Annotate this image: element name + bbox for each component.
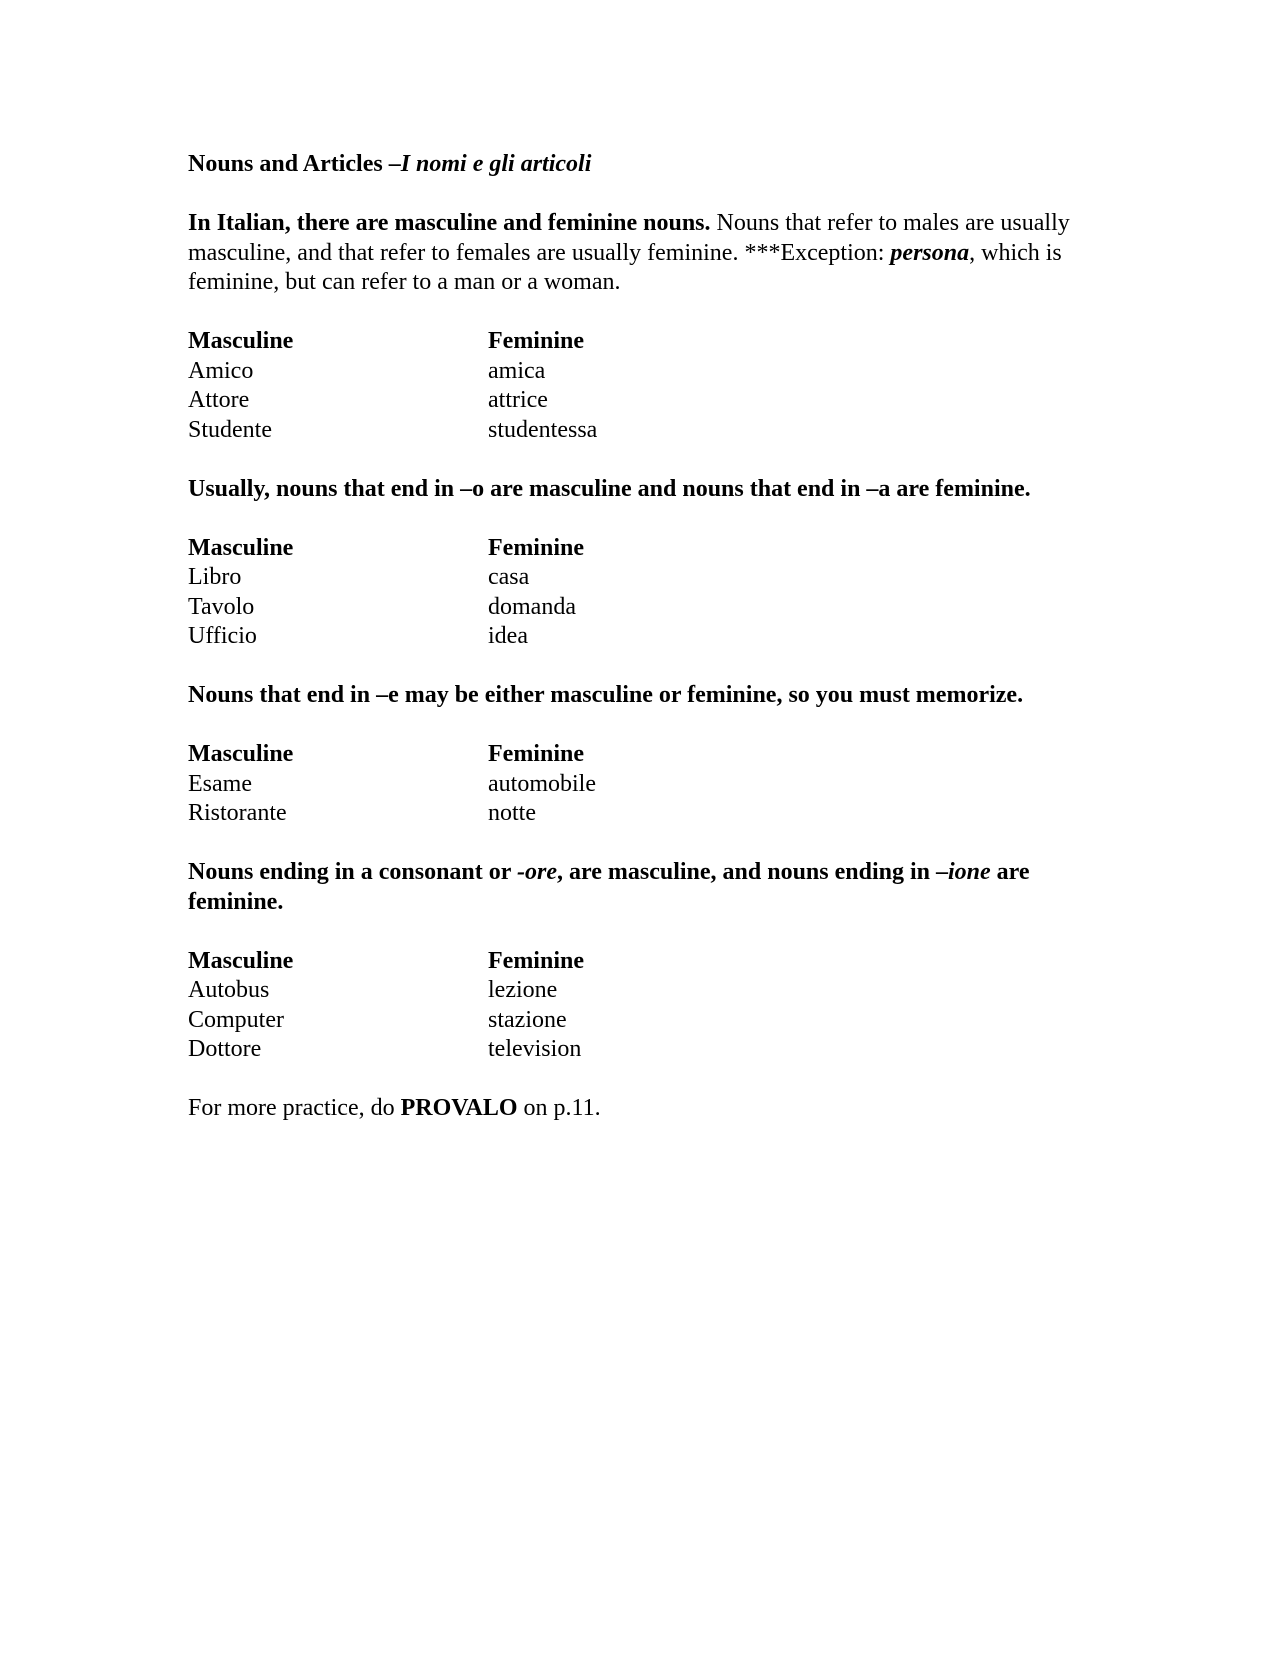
feminine-noun: idea [488, 623, 528, 649]
feminine-noun: casa [488, 564, 530, 590]
rule-consonant-part2: , are masculine, and nouns ending in – [556, 859, 948, 885]
intro-paragraph [188, 209, 1088, 298]
rule-o-a-heading: Usually, nouns that end in –o are masculine and nouns that end in –a are feminine. [188, 475, 1031, 502]
rule-consonant-part1: Nouns ending in a consonant or [188, 859, 517, 885]
masculine-noun: Computer [188, 1006, 284, 1033]
header-feminine: Feminine [488, 947, 584, 974]
table-header [188, 327, 1088, 357]
masculine-noun: Autobus [188, 977, 270, 1003]
intro-text-end: , which is feminine, but can refer to a man or a woman. [188, 239, 1062, 295]
masculine-noun: Ristorante [188, 800, 287, 826]
intro-exception-word: persona [890, 239, 970, 266]
footer-provalo: PROVALO [400, 1095, 518, 1121]
rule-consonant-ore: -ore [517, 859, 557, 885]
table-header [188, 534, 1088, 564]
feminine-noun: amica [488, 357, 546, 384]
table-row [188, 1006, 1088, 1036]
practice-footer [188, 1094, 1088, 1124]
table-row [188, 976, 1088, 1006]
feminine-noun: stazione [488, 1006, 567, 1033]
masculine-noun: Amico [188, 357, 254, 384]
header-masculine: Masculine [188, 947, 294, 974]
title-italian: I nomi e gli articoli [400, 151, 592, 177]
masculine-noun: Esame [188, 770, 252, 797]
masculine-noun: Dottore [188, 1036, 262, 1062]
feminine-noun: lezione [488, 977, 558, 1003]
feminine-noun: television [488, 1036, 582, 1062]
masculine-noun: Studente [188, 416, 272, 443]
noun-table-gender [188, 327, 1088, 445]
page-title [188, 150, 1088, 180]
noun-table-o-a [188, 534, 1088, 652]
table-row [188, 593, 1088, 623]
header-masculine: Masculine [188, 534, 294, 561]
table-row [188, 799, 1088, 829]
rule-consonant-ione: ione [947, 859, 991, 885]
table-row [188, 416, 1088, 446]
header-masculine: Masculine [188, 741, 294, 767]
noun-table-consonant [188, 947, 1088, 1065]
rule-e-heading: Nouns that end in –e may be either masculine or feminine, so you must memorize. [188, 682, 1024, 708]
masculine-noun: Tavolo [188, 593, 255, 620]
table-row [188, 770, 1088, 800]
feminine-noun: attrice [488, 387, 548, 413]
table-row [188, 563, 1088, 593]
table-row [188, 622, 1088, 652]
masculine-noun: Libro [188, 564, 242, 590]
title-main: Nouns and Articles – [188, 151, 401, 177]
header-masculine: Masculine [188, 328, 294, 354]
masculine-noun: Attore [188, 387, 250, 413]
table-header [188, 947, 1088, 977]
feminine-noun: domanda [488, 593, 576, 620]
rule-consonant-heading [188, 858, 1088, 917]
masculine-noun: Ufficio [188, 623, 257, 649]
header-feminine: Feminine [488, 534, 584, 561]
footer-text: For more practice, do [188, 1095, 401, 1121]
header-feminine: Feminine [488, 328, 584, 354]
noun-table-e [188, 740, 1088, 829]
footer-page-ref: on p.11. [517, 1095, 601, 1121]
header-feminine: Feminine [488, 741, 584, 767]
feminine-noun: notte [488, 800, 536, 826]
table-row [188, 1035, 1088, 1065]
rule-consonant-part3: are feminine. [188, 859, 1030, 915]
table-row [188, 357, 1088, 387]
intro-lead: In Italian, there are masculine and feminine nouns. [188, 210, 711, 236]
document-page [188, 150, 1088, 1153]
table-header [188, 740, 1088, 770]
intro-text: Nouns that refer to males are usually masculine, and that refer to females are usually feminine. ***Exception: [188, 210, 1070, 266]
table-row [188, 386, 1088, 416]
feminine-noun: studentessa [488, 416, 598, 443]
feminine-noun: automobile [488, 770, 596, 797]
